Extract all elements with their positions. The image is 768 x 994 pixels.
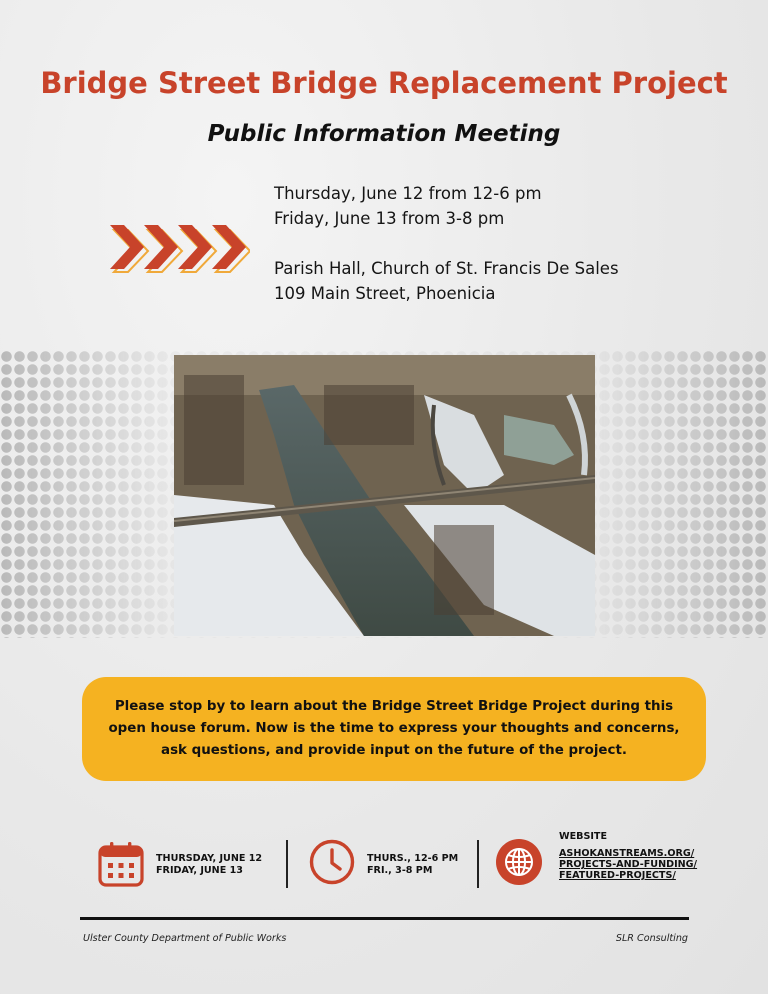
times-line-1: THURS., 12-6 PM — [367, 853, 459, 864]
page-title: Bridge Street Bridge Replacement Project — [40, 66, 728, 100]
page-subtitle: Public Information Meeting — [207, 121, 561, 147]
footer-organization: Ulster County Department of Public Works — [83, 933, 287, 944]
detail-friday: Friday, June 13 from 3-8 pm — [274, 209, 505, 228]
meeting-details — [274, 181, 619, 306]
dates-line-1: THURSDAY, JUNE 12 — [156, 853, 263, 864]
chevrons-decoration — [108, 222, 250, 276]
callout-box — [82, 677, 706, 781]
footer-consultant: SLR Consulting — [615, 933, 688, 944]
website-label: WEBSITE — [559, 831, 608, 842]
footer-divider — [80, 917, 689, 920]
clock-icon — [308, 838, 356, 886]
callout-text: Please stop by to learn about the Bridge Street Bridge Project during this open house forum. Now is the time to express your thoughts and concerns, ask questions, and provide input on the future of the project. — [108, 699, 680, 758]
detail-thursday: Thursday, June 12 from 12-6 pm — [274, 184, 542, 203]
website-link[interactable]: ASHOKANSTREAMS.ORG/PROJECTS-AND-FUNDING/FEATURED-PROJECTS/ — [559, 848, 698, 881]
detail-venue: Parish Hall, Church of St. Francis De Sales — [274, 259, 619, 278]
dates-info — [156, 853, 262, 877]
divider-2 — [477, 840, 479, 888]
globe-icon — [495, 838, 543, 886]
aerial-bridge-photo — [174, 355, 595, 636]
times-line-2: FRI., 3-8 PM — [367, 865, 433, 876]
times-info — [367, 853, 458, 877]
detail-address: 109 Main Street, Phoenicia — [274, 284, 496, 303]
calendar-icon — [97, 840, 145, 888]
dates-line-2: FRIDAY, JUNE 13 — [156, 865, 243, 876]
divider-1 — [286, 840, 288, 888]
